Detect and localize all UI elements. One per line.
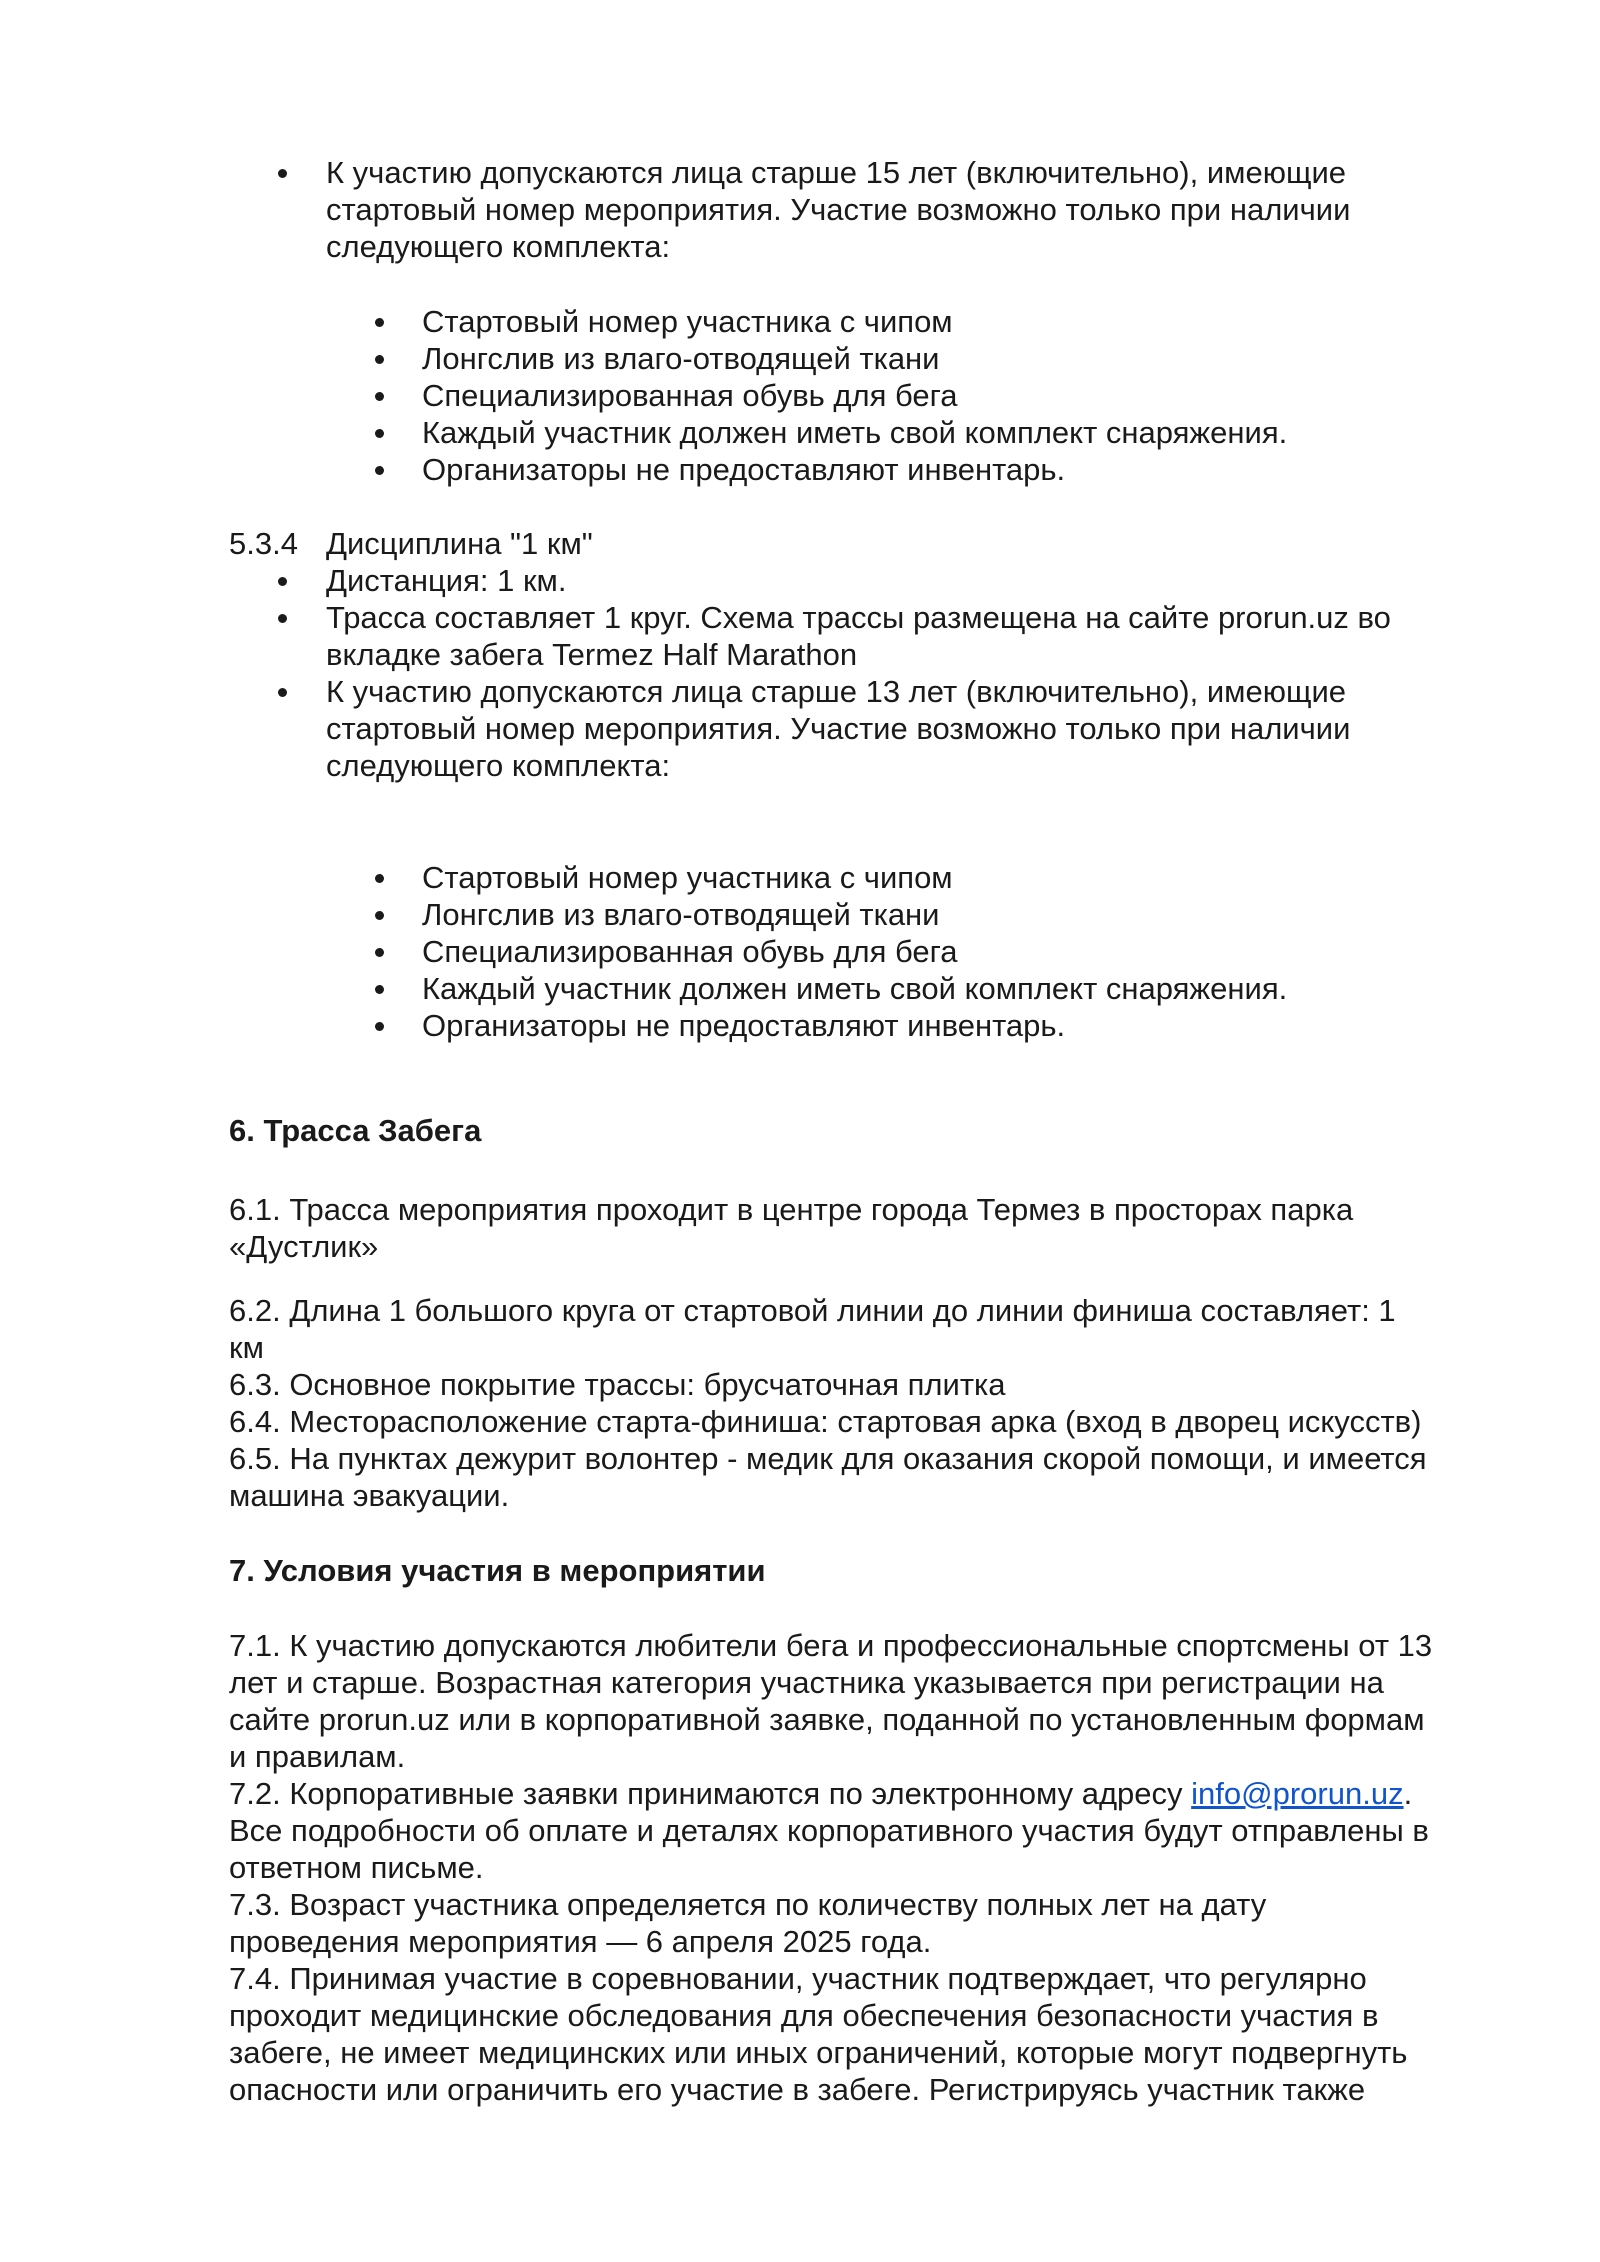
route-text-line: Трасса составляет 1 круг. Схема трассы размещена на сайте prorun.uz во bbox=[326, 600, 1391, 635]
paragraph-line: 7.1. К участию допускаются любители бега и профессиональные спортсмены от 13 bbox=[229, 1628, 1433, 1663]
kit-list-item: Организаторы не предоставляют инвентарь. bbox=[422, 452, 1066, 487]
eligibility-text-line: следующего комплекта: bbox=[326, 748, 671, 783]
paragraph-line: опасности или ограничить его участие в забеге. Регистрируясь участник также bbox=[229, 2072, 1366, 2107]
paragraph-line: Все подробности об оплате и деталях корпоративного участия будут отправлены в bbox=[229, 1813, 1429, 1848]
eligibility-text-line: К участию допускаются лица старше 13 лет (включительно), имеющие bbox=[326, 674, 1347, 709]
distance-text: Дистанция: 1 км. bbox=[326, 563, 567, 598]
section-heading: 6. Трасса Забега bbox=[229, 1113, 482, 1148]
paragraph-text: 7.2. Корпоративные заявки принимаются по электронному адресу bbox=[229, 1776, 1192, 1811]
paragraph-line: 6.2. Длина 1 большого круга от стартовой линии до линии финиша составляет: 1 bbox=[229, 1293, 1396, 1328]
bullet bbox=[375, 466, 384, 475]
paragraph-line: проходит медицинские обследования для обеспечения безопасности участия в bbox=[229, 1998, 1379, 2033]
section-title: Дисциплина "1 км" bbox=[326, 526, 593, 561]
bullet bbox=[375, 1022, 384, 1031]
eligibility-text-line: К участию допускаются лица старше 15 лет (включительно), имеющие bbox=[326, 155, 1347, 190]
bullet bbox=[375, 392, 384, 401]
kit-list-item: Лонгслив из влаго-отводящей ткани bbox=[422, 341, 940, 376]
bullet bbox=[278, 614, 287, 623]
bullet bbox=[375, 911, 384, 920]
paragraph-line: «Дустлик» bbox=[229, 1229, 379, 1264]
section-number: 5.3.4 bbox=[229, 526, 298, 561]
paragraph-line: и правилам. bbox=[229, 1739, 406, 1774]
paragraph-line: 7.3. Возраст участника определяется по количеству полных лет на дату bbox=[229, 1887, 1267, 1922]
paragraph-line: км bbox=[229, 1330, 264, 1365]
paragraph-line bbox=[229, 1775, 1412, 1812]
paragraph-line: машина эвакуации. bbox=[229, 1478, 510, 1513]
kit-list-item: Стартовый номер участника с чипом bbox=[422, 860, 953, 895]
paragraph-line: 6.1. Трасса мероприятия проходит в центре города Термез в просторах парка bbox=[229, 1192, 1354, 1227]
kit-list-item: Стартовый номер участника с чипом bbox=[422, 304, 953, 339]
eligibility-text-line: следующего комплекта: bbox=[326, 229, 671, 264]
paragraph-line: забеге, не имеет медицинских или иных ограничений, которые могут подвергнуть bbox=[229, 2035, 1408, 2070]
bullet bbox=[375, 355, 384, 364]
paragraph-line: ответном письме. bbox=[229, 1850, 484, 1885]
eligibility-text-line: стартовый номер мероприятия. Участие возможно только при наличии bbox=[326, 192, 1351, 227]
kit-list-item: Специализированная обувь для бега bbox=[422, 378, 958, 413]
kit-list-item: Каждый участник должен иметь свой комплект снаряжения. bbox=[422, 971, 1288, 1006]
route-text-line: вкладке забега Termez Half Marathon bbox=[326, 637, 858, 672]
bullet bbox=[375, 874, 384, 883]
paragraph-text: . bbox=[1403, 1776, 1413, 1811]
section-heading: 7. Условия участия в мероприятии bbox=[229, 1553, 766, 1588]
bullet bbox=[375, 429, 384, 438]
bullet bbox=[278, 688, 287, 697]
kit-list-item: Лонгслив из влаго-отводящей ткани bbox=[422, 897, 940, 932]
bullet bbox=[375, 318, 384, 327]
bullet bbox=[278, 577, 287, 586]
paragraph-line: сайте prorun.uz или в корпоративной заявке, поданной по установленным формам bbox=[229, 1702, 1425, 1737]
kit-list-item: Специализированная обувь для бега bbox=[422, 934, 958, 969]
paragraph-line: 6.4. Месторасположение старта-финиша: стартовая арка (вход в дворец искусств) bbox=[229, 1404, 1422, 1439]
paragraph-line: проведения мероприятия — 6 апреля 2025 года. bbox=[229, 1924, 932, 1959]
paragraph-line: лет и старше. Возрастная категория участника указывается при регистрации на bbox=[229, 1665, 1384, 1700]
email-link[interactable]: info@prorun.uz bbox=[1191, 1776, 1404, 1811]
kit-list-item: Организаторы не предоставляют инвентарь. bbox=[422, 1008, 1066, 1043]
paragraph-line: 6.5. На пунктах дежурит волонтер - медик для оказания скорой помощи, и имеется bbox=[229, 1441, 1427, 1476]
eligibility-text-line: стартовый номер мероприятия. Участие возможно только при наличии bbox=[326, 711, 1351, 746]
kit-list-item: Каждый участник должен иметь свой комплект снаряжения. bbox=[422, 415, 1288, 450]
paragraph-line: 6.3. Основное покрытие трассы: брусчаточная плитка bbox=[229, 1367, 1006, 1402]
bullet bbox=[375, 948, 384, 957]
bullet bbox=[375, 985, 384, 994]
paragraph-line: 7.4. Принимая участие в соревновании, участник подтверждает, что регулярно bbox=[229, 1961, 1367, 1996]
bullet bbox=[278, 169, 287, 178]
